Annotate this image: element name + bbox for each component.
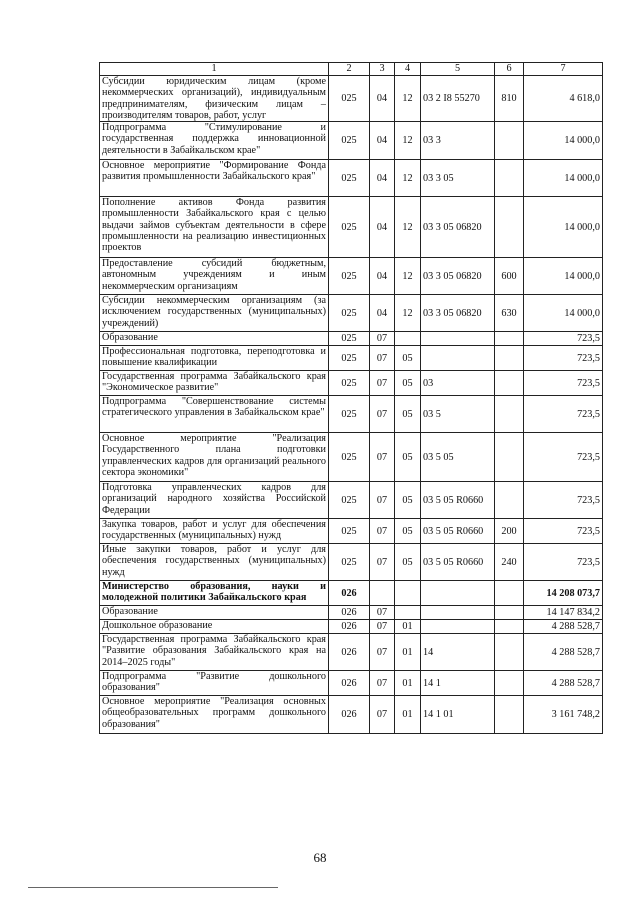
cell-section: 07	[370, 544, 395, 581]
cell-amount: 4 288 528,7	[524, 634, 603, 671]
cell-amount: 723,5	[524, 519, 603, 544]
cell-section: 07	[370, 433, 395, 482]
cell-section: 04	[370, 258, 395, 295]
cell-expense-type	[495, 634, 524, 671]
cell-ministry-code: 025	[329, 122, 370, 160]
cell-expense-type: 600	[495, 258, 524, 295]
cell-expense-type	[495, 160, 524, 197]
cell-ministry-code: 025	[329, 346, 370, 371]
cell-target-article: 14	[421, 634, 495, 671]
table-row	[100, 332, 603, 346]
cell-subsection	[395, 332, 421, 346]
cell-amount: 723,5	[524, 433, 603, 482]
header-col-7: 7	[524, 63, 603, 76]
table-row	[100, 122, 603, 160]
cell-section: 07	[370, 696, 395, 734]
header-col-1: 1	[100, 63, 329, 76]
cell-expense-type	[495, 197, 524, 258]
cell-amount: 723,5	[524, 482, 603, 519]
table-row	[100, 346, 603, 371]
cell-subsection: 05	[395, 346, 421, 371]
cell-target-article: 03 5 05 R0660	[421, 482, 495, 519]
cell-section: 07	[370, 620, 395, 634]
cell-section	[370, 581, 395, 606]
cell-expense-type	[495, 371, 524, 396]
table-row	[100, 295, 603, 332]
cell-ministry-code: 025	[329, 295, 370, 332]
cell-amount: 3 161 748,2	[524, 696, 603, 734]
cell-section: 07	[370, 482, 395, 519]
cell-expense-type: 200	[495, 519, 524, 544]
budget-table	[99, 62, 603, 734]
cell-amount: 4 288 528,7	[524, 671, 603, 696]
cell-expense-type	[495, 696, 524, 734]
cell-section: 04	[370, 160, 395, 197]
cell-name: Закупка товаров, работ и услуг для обеспечения государственных (муниципальных) нужд	[100, 519, 329, 544]
cell-name: Государственная программа Забайкальского края "Развитие образования Забайкальского края на 2014–2025 годы"	[100, 634, 329, 671]
table-row	[100, 696, 603, 734]
header-col-6: 6	[495, 63, 524, 76]
cell-ministry-code: 025	[329, 433, 370, 482]
table-row	[100, 544, 603, 581]
cell-expense-type	[495, 620, 524, 634]
cell-ministry-code: 025	[329, 482, 370, 519]
cell-name: Основное мероприятие "Реализация основных общеобразовательных программ дошкольного образования"	[100, 696, 329, 734]
cell-expense-type	[495, 482, 524, 519]
table-row	[100, 606, 603, 620]
table-row	[100, 519, 603, 544]
cell-ministry-code: 025	[329, 544, 370, 581]
cell-name: Подпрограмма "Стимулирование и государственная поддержка инновационной деятельности в Забайкальском крае"	[100, 122, 329, 160]
cell-section: 07	[370, 371, 395, 396]
table-row	[100, 620, 603, 634]
cell-ministry-code: 025	[329, 76, 370, 122]
table-row	[100, 433, 603, 482]
table-row	[100, 581, 603, 606]
cell-target-article: 03 3 05 06820	[421, 197, 495, 258]
cell-target-article: 03 3 05 06820	[421, 295, 495, 332]
cell-subsection: 01	[395, 634, 421, 671]
cell-section: 07	[370, 519, 395, 544]
cell-section: 07	[370, 332, 395, 346]
cell-ministry-code: 026	[329, 620, 370, 634]
cell-expense-type	[495, 332, 524, 346]
cell-ministry-code: 026	[329, 696, 370, 734]
cell-target-article: 14 1 01	[421, 696, 495, 734]
cell-subsection: 12	[395, 122, 421, 160]
cell-name: Образование	[100, 332, 329, 346]
cell-expense-type	[495, 396, 524, 433]
cell-subsection: 05	[395, 371, 421, 396]
cell-expense-type: 630	[495, 295, 524, 332]
cell-subsection: 12	[395, 160, 421, 197]
cell-amount: 14 000,0	[524, 122, 603, 160]
cell-target-article: 14 1	[421, 671, 495, 696]
header-col-2: 2	[329, 63, 370, 76]
cell-amount: 14 208 073,7	[524, 581, 603, 606]
cell-target-article: 03 5 05	[421, 433, 495, 482]
cell-ministry-code: 025	[329, 332, 370, 346]
header-col-4: 4	[395, 63, 421, 76]
cell-name: Подпрограмма "Развитие дошкольного образования"	[100, 671, 329, 696]
cell-expense-type	[495, 122, 524, 160]
table-row	[100, 160, 603, 197]
cell-target-article: 03 5	[421, 396, 495, 433]
cell-expense-type	[495, 671, 524, 696]
cell-subsection: 01	[395, 696, 421, 734]
cell-name: Пополнение активов Фонда развития промышленности Забайкальского края с целью выдачи займов субъектам деятельности в сфере промышленности на реализацию инвестиционных проектов	[100, 197, 329, 258]
cell-ministry-code: 025	[329, 371, 370, 396]
cell-expense-type	[495, 433, 524, 482]
cell-amount: 723,5	[524, 332, 603, 346]
cell-name: Профессиональная подготовка, переподготовка и повышение квалификации	[100, 346, 329, 371]
cell-name: Субсидии некоммерческим организациям (за исключением государственных (муниципальных) учреждений)	[100, 295, 329, 332]
cell-amount: 723,5	[524, 544, 603, 581]
cell-expense-type	[495, 346, 524, 371]
cell-target-article: 03 3 05	[421, 160, 495, 197]
cell-target-article	[421, 581, 495, 606]
cell-subsection: 05	[395, 396, 421, 433]
table-body	[100, 76, 603, 734]
cell-section: 04	[370, 122, 395, 160]
cell-name: Предоставление субсидий бюджетным, автономным учреждениям и иным некоммерческим организациям	[100, 258, 329, 295]
cell-amount: 4 288 528,7	[524, 620, 603, 634]
cell-name: Основное мероприятие "Формирование Фонда развития промышленности Забайкальского края"	[100, 160, 329, 197]
cell-subsection: 01	[395, 671, 421, 696]
header-col-5: 5	[421, 63, 495, 76]
table-row	[100, 634, 603, 671]
cell-amount: 14 000,0	[524, 295, 603, 332]
cell-target-article	[421, 620, 495, 634]
cell-ministry-code: 026	[329, 634, 370, 671]
cell-section: 07	[370, 606, 395, 620]
cell-subsection: 12	[395, 295, 421, 332]
cell-ministry-code: 025	[329, 519, 370, 544]
table-row	[100, 197, 603, 258]
cell-section: 04	[370, 76, 395, 122]
cell-ministry-code: 026	[329, 606, 370, 620]
cell-name: Дошкольное образование	[100, 620, 329, 634]
cell-subsection: 12	[395, 197, 421, 258]
cell-ministry-code: 025	[329, 197, 370, 258]
cell-target-article: 03 2 I8 55270	[421, 76, 495, 122]
cell-target-article	[421, 346, 495, 371]
cell-target-article	[421, 332, 495, 346]
cell-amount: 14 000,0	[524, 160, 603, 197]
cell-name: Субсидии юридическим лицам (кроме некоммерческих организаций), индивидуальным предпринимателям, физическим лицам – производителям товаров, работ, услуг	[100, 76, 329, 122]
cell-ministry-code: 025	[329, 160, 370, 197]
cell-subsection: 05	[395, 519, 421, 544]
cell-amount: 723,5	[524, 371, 603, 396]
cell-subsection: 05	[395, 544, 421, 581]
cell-subsection: 01	[395, 620, 421, 634]
table-row	[100, 482, 603, 519]
table-row	[100, 396, 603, 433]
cell-target-article: 03 3 05 06820	[421, 258, 495, 295]
cell-target-article: 03	[421, 371, 495, 396]
cell-ministry-code: 025	[329, 258, 370, 295]
table-row	[100, 671, 603, 696]
cell-subsection: 12	[395, 76, 421, 122]
cell-name: Подготовка управленческих кадров для организаций народного хозяйства Российской Федерации	[100, 482, 329, 519]
cell-name: Государственная программа Забайкальского края "Экономическое развитие"	[100, 371, 329, 396]
footer-divider	[28, 887, 278, 888]
cell-subsection: 05	[395, 482, 421, 519]
cell-section: 07	[370, 396, 395, 433]
cell-section: 04	[370, 197, 395, 258]
cell-section: 07	[370, 671, 395, 696]
cell-amount: 14 000,0	[524, 197, 603, 258]
cell-ministry-code: 026	[329, 581, 370, 606]
cell-target-article: 03 5 05 R0660	[421, 519, 495, 544]
cell-amount: 14 000,0	[524, 258, 603, 295]
cell-amount: 14 147 834,2	[524, 606, 603, 620]
cell-subsection	[395, 581, 421, 606]
table-row	[100, 76, 603, 122]
table-row	[100, 371, 603, 396]
cell-expense-type: 240	[495, 544, 524, 581]
cell-name: Образование	[100, 606, 329, 620]
cell-expense-type: 810	[495, 76, 524, 122]
cell-name: Министерство образования, науки и молодежной политики Забайкальского края	[100, 581, 329, 606]
cell-name: Иные закупки товаров, работ и услуг для обеспечения государственных (муниципальных) нужд	[100, 544, 329, 581]
cell-expense-type	[495, 606, 524, 620]
cell-amount: 4 618,0	[524, 76, 603, 122]
cell-target-article	[421, 606, 495, 620]
cell-section: 07	[370, 346, 395, 371]
cell-section: 07	[370, 634, 395, 671]
cell-section: 04	[370, 295, 395, 332]
cell-subsection	[395, 606, 421, 620]
table-row	[100, 258, 603, 295]
header-row	[100, 63, 603, 76]
cell-amount: 723,5	[524, 346, 603, 371]
page-number: 68	[313, 850, 327, 865]
cell-name: Основное мероприятие "Реализация Государственного плана подготовки управленческих кадров для организаций реального сектора экономики"	[100, 433, 329, 482]
cell-amount: 723,5	[524, 396, 603, 433]
cell-name: Подпрограмма "Совершенствование системы стратегического управления в Забайкальском крае"	[100, 396, 329, 433]
cell-target-article: 03 5 05 R0660	[421, 544, 495, 581]
cell-target-article: 03 3	[421, 122, 495, 160]
cell-ministry-code: 026	[329, 671, 370, 696]
cell-subsection: 12	[395, 258, 421, 295]
cell-subsection: 05	[395, 433, 421, 482]
cell-ministry-code: 025	[329, 396, 370, 433]
header-col-3: 3	[370, 63, 395, 76]
cell-expense-type	[495, 581, 524, 606]
